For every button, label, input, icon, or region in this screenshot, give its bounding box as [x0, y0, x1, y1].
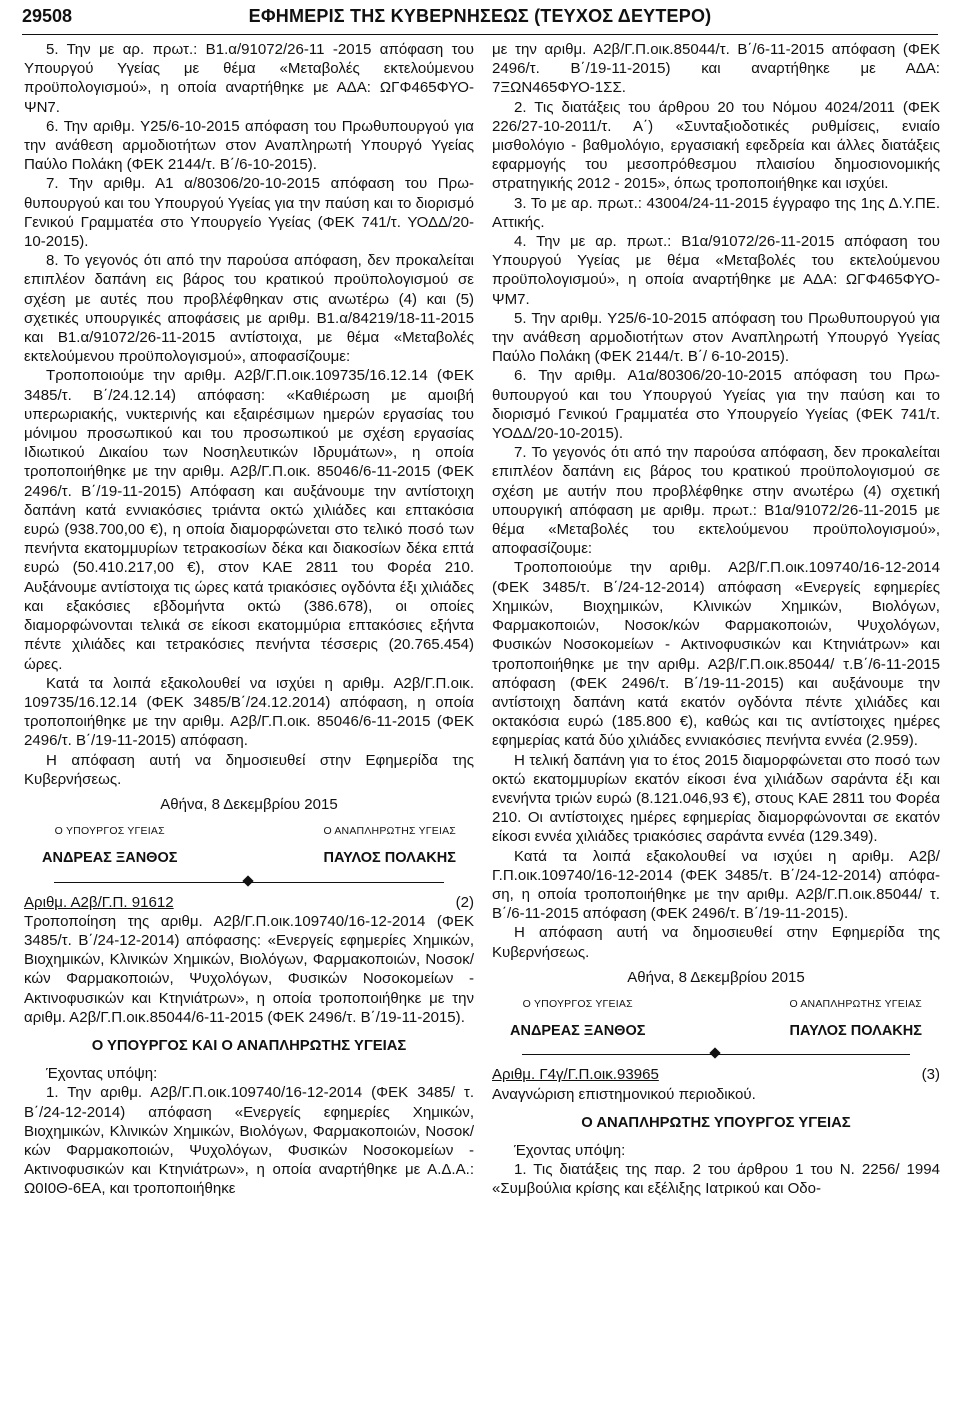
diamond-icon	[242, 875, 253, 886]
paragraph: Η τελική δαπάνη για το έτος 2015 διαμορφώνεται στο ποσό των οκτώ εκατομμυρίων εκατόν είκοσι ένα χιλιάδων σαράντα έξι και ενενήντα τριών ευρώ (8.121.046,93 €), στους ΚΑΕ 2811 του Φορέα 210. Οι αντίστοιχες ημέρες εφημερίας διαμορφώνονται σε εκατόν είκοσι εννέα χιλιάδες τριακόσιες σαράντα εννέα (129.349).	[492, 751, 940, 846]
signature-title: Ο ΑΝΑΠΛΗΡΩΤΗΣ ΥΓΕΙΑΣ	[789, 997, 922, 1010]
paragraph: Η απόφαση αυτή να δημοσιευθεί στην Εφημερίδα της Κυβερνήσεως.	[492, 924, 940, 961]
paragraph: 7. Την αριθμ. Α1 α/80306/20-10-2015 απόφαση του Πρωθυπουργού και του Υπουργού Υγείας για την παύση και το διορισμό Γενικού Γραμματέα στο Υπουργείο Υγείας (ΦΕΚ 741/τ. ΥΟΔΔ/20-10-2015).	[24, 175, 474, 251]
paragraph: Τροποποιούμε την αριθμ. Α2β/Γ.Π.οικ.109740/16-12-2014 (ΦΕΚ 3485/τ. Β΄/24-12-2014) απόφαση «Ενεργείς εφημερίες Χημικών, Βιοχημικών, Κλινικών Χημικών, Βιολόγων, Φαρμακοποιών, Νοσοκ/κών Φαρμακοποιών, Ψυχολόγων, Φυσικών Νοσοκομείων - Ακτινοφυσικών και Κτηνιάτρων» και τροποποιήθηκε με την αριθμ. Α2β/Γ.Π.οικ.85044/ τ.Β΄/6-11-2015 απόφαση (ΦΕΚ 2496/τ. Β΄/19-11-2015) και αυξάνουμε την αντίστοιχη δαπάνη κατά εκατόν ογδόντα πέντε χιλιάδες και οκτακόσια ευρώ (185.800 €), καθώς και τις αντίστοιχες ημέρες εφημερίας κατά δύο χιλιάδες εννιακόσιες πενήντα εννέα (2.959).	[492, 559, 940, 750]
paragraph: 8. Το γεγονός ότι από την παρούσα απόφαση, δεν προκαλείται επιπλέον δαπάνη εις βάρος του κρατικού προϋπολογισμού σε σχέση με αυτές που προβλέφθηκαν στις ανωτέρω (4) και (5) σχετικές υπουργικές αποφάσεις με αριθμ. Β1.α/84219/18-11-2015 και Β1.α/91072/26-11-2015 αντίστοιχα, με θέμα «Μεταβολές εκτελούμενου προϋπολογισμού», αποφασίζουμε:	[24, 252, 474, 366]
signature-title: Ο ΥΠΟΥΡΓΟΣ ΥΓΕΙΑΣ	[54, 825, 165, 838]
authority-heading: Ο ΑΝΑΠΛΗΡΩΤΗΣ ΥΠΟΥΡΓΟΣ ΥΓΕΙΑΣ	[581, 1114, 851, 1131]
decision-index: (3)	[921, 1066, 940, 1084]
paragraph: 4. Την με αρ. πρωτ.: Β1α/91072/26-11-2015 απόφαση του Υπουργού Υγείας με θέμα «Μεταβολές του εκτελούμενου προϋπολογισμού», η οποία αναρτήθηκε με ΑΔΑ: ΩΓΦ465ΦΥΟ-ΨΜ7.	[492, 233, 940, 308]
decision-header	[24, 893, 474, 912]
signature-title: Ο ΑΝΑΠΛΗΡΩΤΗΣ ΥΓΕΙΑΣ	[323, 825, 456, 838]
paragraph: 6. Την αριθμ. Α1α/80306/20-10-2015 απόφαση του Πρωθυπουργού και του Υπουργού Υγείας για την παύση και το διορισμό Γενικού Γραμματέα στο Υπουργείο Υγείας (ΦΕΚ 741/τ. ΥΟΔΔ/20-10-2015).	[492, 367, 940, 443]
paragraph: με την αριθμ. Α2β/Γ.Π.οικ.85044/τ. Β΄/6-11-2015 απόφαση (ΦΕΚ 2496/τ. Β΄/19-11-2015) και αναρτήθηκε με ΑΔΑ: 7ΞΩΝ465ΦΥΟ-1ΣΣ.	[492, 41, 940, 97]
signature-name: ΠΑΥΛΟΣ ΠΟΛΑΚΗΣ	[323, 850, 456, 867]
paragraph: 6. Την αριθμ. Υ25/6-10-2015 απόφαση του Πρωθυπουργού για την ανάθεση αρμοδιοτήτων στον Αναπληρωτή Υπουργό Υγείας Παύλο Πολάκη (ΦΕΚ 2144/τ. Β΄/6-10-2015).	[24, 117, 474, 174]
decision-number: Αριθμ. Α2β/Γ.Π. 91612	[24, 893, 174, 911]
signature-title: Ο ΥΠΟΥΡΓΟΣ ΥΓΕΙΑΣ	[522, 997, 633, 1010]
paragraph: Η απόφαση αυτή να δημοσιευθεί στην Εφημερίδα της Κυβερνήσεως.	[24, 751, 474, 788]
signature-name: ΠΑΥΛΟΣ ΠΟΛΑΚΗΣ	[789, 1023, 922, 1040]
paragraph: 3. Το με αρ. πρωτ.: 43004/24-11-2015 έγγραφο της 1ης Δ.Υ.ΠΕ. Αττικής.	[492, 194, 940, 231]
having-regard: Έχοντας υπόψη:	[514, 1141, 626, 1159]
page-header	[22, 4, 938, 35]
authority-heading: Ο ΥΠΟΥΡΓΟΣ ΚΑΙ Ο ΑΝΑΠΛΗΡΩΤΗΣ ΥΓΕΙΑΣ	[91, 1037, 407, 1054]
signature-name: ΑΝΔΡΕΑΣ ΞΑΝΘΟΣ	[42, 850, 178, 867]
right-column	[492, 40, 940, 1199]
decision-number: Αριθμ. Γ4γ/Γ.Π.οικ.93965	[492, 1066, 659, 1084]
paragraph: 1. Την αριθμ. Α2β/Γ.Π.οικ.109740/16-12-2014 (ΦΕΚ 3485/ τ. Β΄/24-12-2014) απόφαση «Ενεργείς εφημερίες Χημικών, Βιοχημικών, Κλινικών Χημικών, Βιολόγων, Φαρμακοποιών, Νοσοκ/κών Φαρμακοποιών, Ψυχολόγων, Φυσικών Νοσοκομείων - Ακτινοφυσικών και Κτηνιάτρων», η οποία αναρτήθηκε με Α.Δ.Α.: Ω0Ι0Θ-6ΕΑ, και τροποποιήθηκε	[24, 1084, 474, 1198]
place-date: Αθήνα, 8 Δεκεμβρίου 2015	[160, 795, 338, 813]
section-divider	[54, 875, 444, 889]
diamond-icon	[709, 1048, 720, 1059]
paragraph: Κατά τα λοιπά εξακολουθεί να ισχύει η αριθμ. Α2β/Γ.Π.οικ. 109735/16.12.14 (ΦΕΚ 3485/Β΄/24.12.2014) απόφαση, η οποία τροποποιήθηκε με την αριθμ. Α2β/Γ.Π.οικ. 85046/6-11-2015 (ΦΕΚ 2496/τ. Β΄/19-11-2015) απόφαση.	[24, 674, 474, 750]
paragraph: Τροποποιούμε την αριθμ. Α2β/Γ.Π.οικ.109735/16.12.14 (ΦΕΚ 3485/τ. Β΄/24.12.14) απόφαση: «Καθιέρωση με αμοιβή υπερωριακής, νυκτερινής και εξαιρέσιμων ημερών εργασίας του μόνιμου προσωπικού και του προσωπικού με σχέση εργασίας Ιδιωτικού Δικαίου των Νοσηλευτικών Ιδρυμάτων», η οποία τροποποιήθηκε με την αριθμ. Α2β/Γ.Π.οικ. 85046/6-11-2015 (ΦΕΚ 2496/τ. Β΄/19-11-2015) Απόφαση και αυξάνουμε την αντίστοιχη δαπάνη κατά εννιακόσιες τριάντα οκτώ χιλιάδες και επτακόσια ευρώ (938.700,00 €), η οποία διαμορφώνεται στο τελικό ποσό των πενήντα εκατομμυρίων τετρακοσίων δέκα και διακοσίων δέκα επτά ευρώ (50.410.217,00 €), στον ΚΑΕ 2811 του Φορέα 210. Αυξάνουμε αντίστοιχα τις ώρες κατά τριακόσιες ογδόντα έξι χιλιάδες και εξακόσιες εβδομήντα οκτώ (386.678), οι οποίες διαμορφώνονται τελικά σε είκοσι εκατομμύρια επτακόσιες εξήντα πέντε χιλιάδες και τετρακόσιες πενήντα τέσσερις (20.765.454) ώρες.	[24, 367, 474, 673]
page-number: 29508	[22, 6, 73, 26]
paragraph: 5. Την αριθμ. Υ25/6-10-2015 απόφαση του Πρωθυπουργού για την ανάθεση αρμοδιοτήτων στον Αναπληρωτή Υπουργό Υγείας Παύλο Πολάκη (ΦΕΚ 2144/τ. Β΄/ 6-10-2015).	[492, 309, 940, 366]
signatures	[492, 995, 940, 1041]
decision-index: (2)	[455, 893, 474, 911]
having-regard: Έχοντας υπόψη:	[46, 1065, 158, 1083]
section-divider	[522, 1047, 910, 1061]
decision-title: Αναγνώριση επιστημονικού περιοδικού.	[492, 1085, 756, 1103]
signature-deputy	[323, 822, 456, 868]
paragraph: 2. Τις διατάξεις του άρθρου 20 του Νόμου 4024/2011 (ΦΕΚ 226/27-10-2011/τ. Α΄) «Συνταξιοδοτικές ρυθμίσεις, ενιαίο μισθολόγιο - βαθμολόγιο, εργασιακή εφεδρεία και άλλες διατάξεις εφαρμογής του μεσοπρόθεσμου πλαισίου δημοσιονομικής στρατηγικής 2012 - 2015», όπως τροποποιήθηκε και ισχύει.	[492, 98, 940, 193]
paragraph: Κατά τα λοιπά εξακολουθεί να ισχύει η αριθμ. Α2β/Γ.Π.οικ.109740/16-12-2014 (ΦΕΚ 3485/τ. Β΄/24-12-2014) απόφαση, η οποία τροποποιήθηκε με την αριθμ. Α2β/Γ.Π.οικ.85044/ τ. Β΄/6-11-2015 απόφαση (ΦΕΚ 2496/τ. Β΄/19-11-2015).	[492, 847, 940, 923]
decision-title: Τροποποίηση της αριθμ. Α2β/Γ.Π.οικ.109740/16-12-2014 (ΦΕΚ 3485/τ. Β΄/24-12-2014) απόφασης: «Ενεργείς εφημερίες Χημικών, Βιοχημικών, Κλινικών Χημικών, Βιολόγων, Φαρμακοποιών, Νοσοκ/κών Φαρμακοποιών, Ψυχολόγων, Φυσικών Νοσοκομείων - Ακτινοφυσικών και Κτηνιάτρων», η οποία τροποποιήθηκε με την αριθμ. Α2β/Γ.Π.οικ.85044/6-11-2015 (ΦΕΚ 2496/τ. Β΄/19-11-2015).	[24, 912, 474, 1026]
gazette-title: ΕΦΗΜΕΡΙΣ ΤΗΣ ΚΥΒΕΡΝΗΣΕΩΣ (ΤΕΥΧΟΣ ΔΕΥΤΕΡΟ)	[248, 6, 712, 26]
signature-minister	[42, 822, 177, 868]
signature-name: ΑΝΔΡΕΑΣ ΞΑΝΘΟΣ	[510, 1023, 646, 1040]
paragraph: 7. Το γεγονός ότι από την παρούσα απόφαση, δεν προκαλείται επιπλέον δαπάνη εις βάρος του κρατικού προϋπολογισμού σε σχέση με αυτήν που προβλέφθηκε στην ανωτέρω (4) σχετική υπουργική απόφαση με αριθμ. πρωτ.: Β1α/91072/26-11-2015 με θέμα «Μεταβολές του εκτελούμενου προϋπολογισμού», αποφασίζουμε:	[492, 444, 940, 558]
paragraph: 5. Την με αρ. πρωτ.: Β1.α/91072/26-11 -2015 απόφαση του Υπουργού Υγείας με θέμα «Μεταβολές εκτελούμενου προϋπολογισμού», η οποία αναρτήθηκε με ΑΔΑ: ΩΓΦ465ΦΥΟ-ΨΝ7.	[24, 41, 474, 116]
paragraph: 1. Τις διατάξεις της παρ. 2 του άρθρου 1 του Ν. 2256/ 1994 «Συμβούλια κρίσης και εξέλιξης Ιατρικού και Οδο-	[492, 1161, 940, 1198]
left-column	[24, 40, 474, 1199]
signatures	[24, 822, 474, 868]
place-date: Αθήνα, 8 Δεκεμβρίου 2015	[627, 968, 805, 986]
decision-header	[492, 1065, 940, 1084]
signature-deputy	[789, 995, 922, 1041]
signature-minister	[510, 995, 645, 1041]
